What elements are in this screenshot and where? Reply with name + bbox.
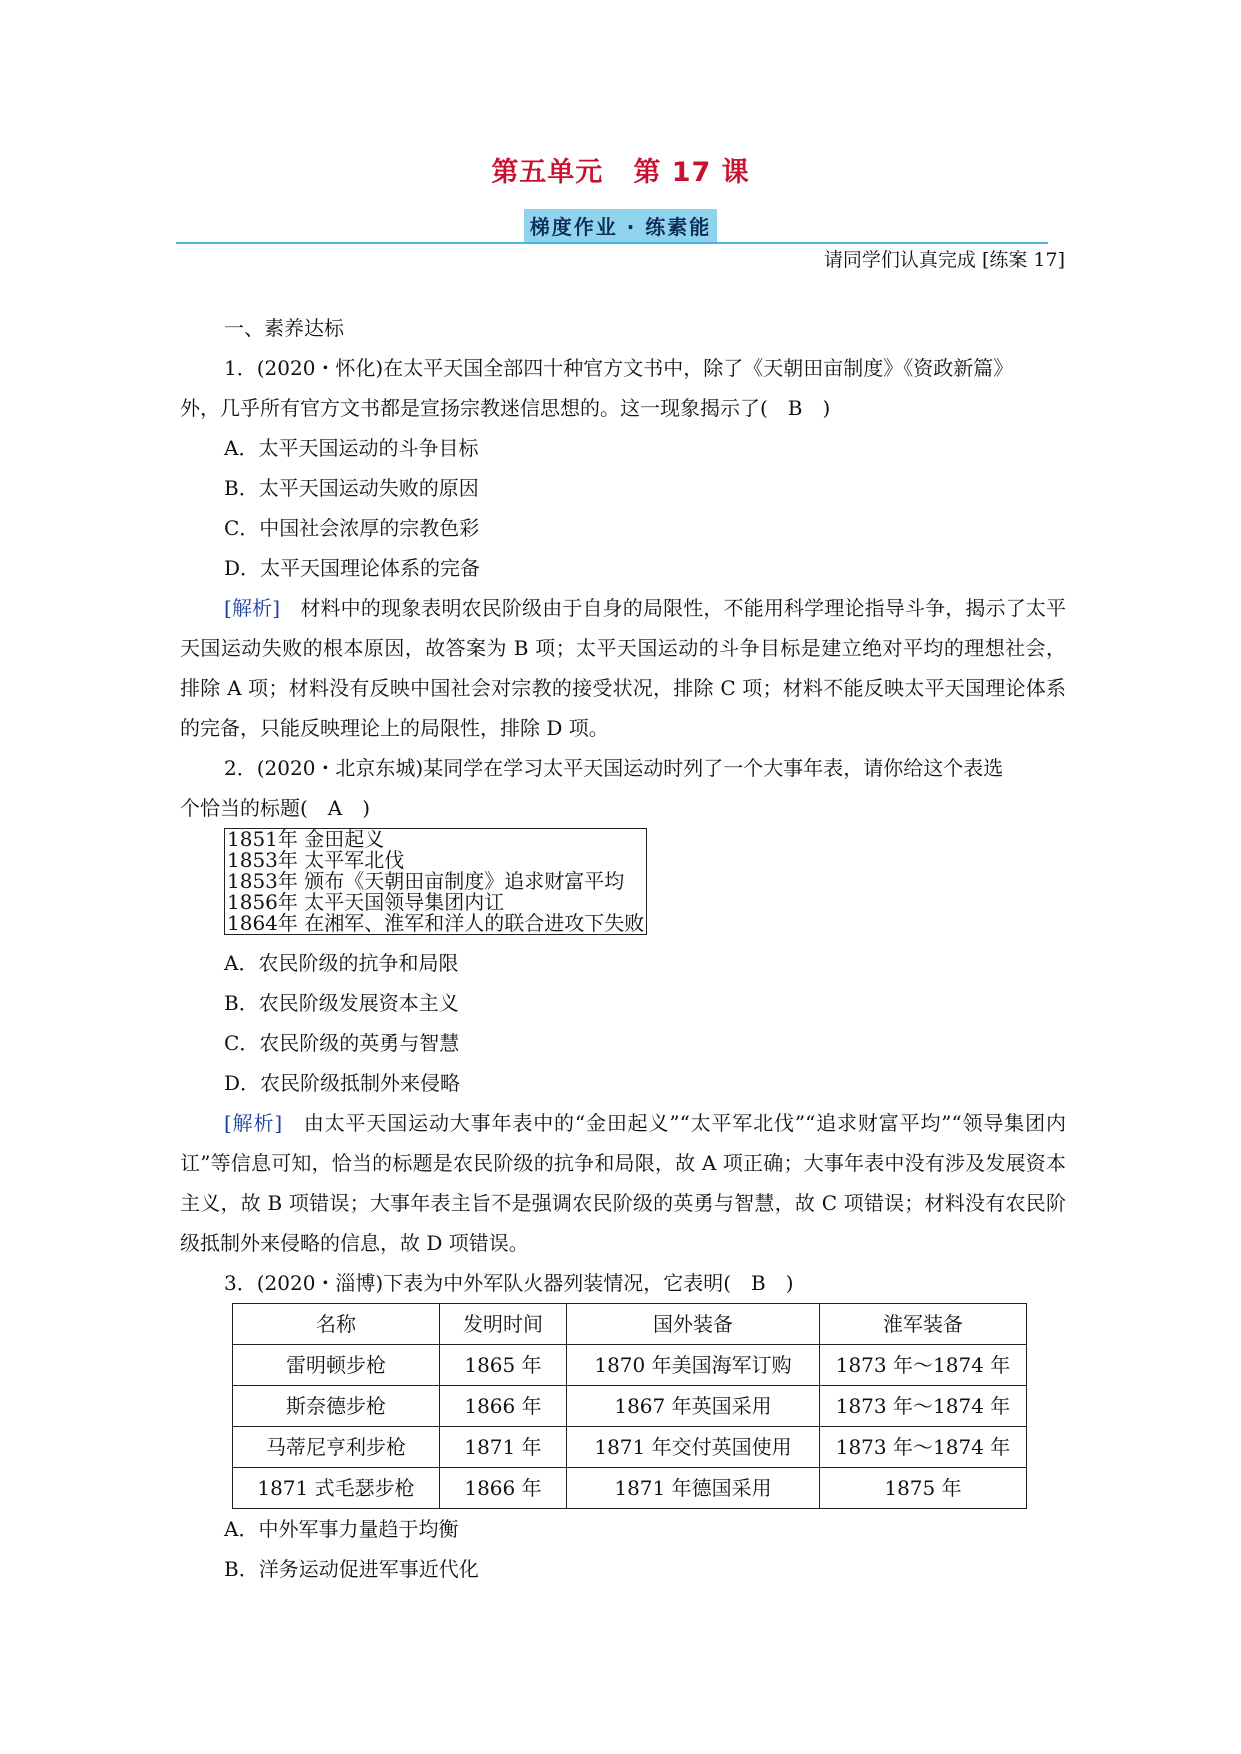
q3-option-b: B．洋务运动促进军事近代化	[224, 1557, 479, 1581]
timeline-event: 1851年 金田起义	[227, 827, 385, 851]
timeline-event: 1864年 在湘军、淮军和洋人的联合进攻下失败	[227, 911, 645, 935]
q1-stem-line2: 外，几乎所有官方文书都是宣扬宗教迷信思想的。这一现象揭示了( B )	[180, 396, 831, 420]
q2-analysis-text: 由太平天国运动大事年表中的“金田起义”“太平军北伐”“追求财富平均”“领导集团内讧”等信息可知，恰当的标题是农民阶级的抗争和局限，故 A 项正确；大事年表中没有涉及发展资本主义，故 B 项错误；大事年表主旨不是强调农民阶级的英勇与智慧，故 C 项错误；材料没有农民阶级抵制外来侵略的信息，故 D 项错误。	[180, 1111, 1066, 1255]
table-cell: 1866 年	[440, 1468, 567, 1509]
table-cell: 1866 年	[440, 1386, 567, 1427]
table-cell: 1870 年美国海军订购	[567, 1345, 820, 1386]
q2-analysis-tag: [解析]	[224, 1111, 283, 1135]
table-cell: 斯奈德步枪	[233, 1386, 440, 1427]
table-cell: 1865 年	[440, 1345, 567, 1386]
q2-stem-line2: 个恰当的标题( A )	[180, 796, 371, 820]
lesson-title: 第 17 课	[633, 157, 750, 188]
q1-option-a: A．太平天国运动的斗争目标	[224, 436, 479, 460]
q3-option-a: A．中外军事力量趋于均衡	[224, 1517, 459, 1541]
q1-stem-line1: 1．(2020・怀化)在太平天国全部四十种官方文书中，除了《天朝田亩制度》《资政新篇》	[224, 356, 1014, 380]
table-header-cell: 名称	[233, 1304, 440, 1345]
table-cell: 1871 年交付英国使用	[567, 1427, 820, 1468]
table-header-row	[233, 1304, 1027, 1345]
table-cell: 1873 年～1874 年	[820, 1386, 1027, 1427]
table-cell: 1871 年德国采用	[567, 1468, 820, 1509]
table-row	[233, 1427, 1027, 1468]
unit-title: 第五单元	[491, 157, 604, 188]
table-cell: 1871 式毛瑟步枪	[233, 1468, 440, 1509]
q1-analysis-text: 材料中的现象表明农民阶级由于自身的局限性，不能用科学理论指导斗争，揭示了太平天国运动失败的根本原因，故答案为 B 项；太平天国运动的斗争目标是建立绝对平均的理想社会，排除 A 项；材料没有反映中国社会对宗教的接受状况，排除 C 项；材料不能反映太平天国理论体系的完备，只能反映理论上的局限性，排除 D 项。	[180, 596, 1067, 740]
q2-option-c: C．农民阶级的英勇与智慧	[224, 1031, 460, 1055]
table-cell: 1873 年～1874 年	[820, 1345, 1027, 1386]
q2-timeline-box	[224, 828, 647, 935]
subtitle-banner	[0, 209, 1241, 243]
q1-option-c: C．中国社会浓厚的宗教色彩	[224, 516, 480, 540]
q2-stem-line1: 2．(2020・北京东城)某同学在学习太平天国运动时列了一个大事年表，请你给这个表选	[224, 756, 1004, 780]
timeline-event: 1853年 颁布《天朝田亩制度》追求财富平均	[227, 869, 625, 893]
page-title	[0, 150, 1241, 189]
table-cell: 马蒂尼亨利步枪	[233, 1427, 440, 1468]
table-header-cell: 国外装备	[567, 1304, 820, 1345]
q2-option-d: D．农民阶级抵制外来侵略	[224, 1071, 461, 1095]
table-cell: 1871 年	[440, 1427, 567, 1468]
table-row	[233, 1468, 1027, 1509]
subtitle: 梯度作业 · 练素能	[524, 209, 718, 243]
timeline-event: 1853年 太平军北伐	[227, 848, 405, 872]
q2-analysis	[180, 1103, 1066, 1263]
q1-analysis-tag: [解析]	[224, 596, 281, 620]
table-cell: 雷明顿步枪	[233, 1345, 440, 1386]
exercise-note: 请同学们认真完成 [练案 17]	[823, 249, 1065, 271]
table-header-cell: 淮军装备	[820, 1304, 1027, 1345]
table-header-cell: 发明时间	[440, 1304, 567, 1345]
q3-stem: 3．(2020・淄博)下表为中外军队火器列装情况，它表明( B )	[224, 1271, 794, 1295]
q2-option-b: B．农民阶级发展资本主义	[224, 991, 459, 1015]
q2-option-a: A．农民阶级的抗争和局限	[224, 951, 459, 975]
q1-option-b: B．太平天国运动失败的原因	[224, 476, 479, 500]
q1-option-d: D．太平天国理论体系的完备	[224, 556, 481, 580]
table-cell: 1867 年英国采用	[567, 1386, 820, 1427]
table-row	[233, 1386, 1027, 1427]
header-divider	[176, 242, 1048, 244]
section-heading: 一、素养达标	[224, 316, 344, 340]
q1-analysis	[180, 588, 1066, 748]
table-cell: 1875 年	[820, 1468, 1027, 1509]
table-row	[233, 1345, 1027, 1386]
timeline-event: 1856年 太平天国领导集团内讧	[227, 890, 505, 914]
table-cell: 1873 年～1874 年	[820, 1427, 1027, 1468]
q3-weapons-table	[232, 1303, 1027, 1509]
main-content	[180, 308, 1066, 1589]
